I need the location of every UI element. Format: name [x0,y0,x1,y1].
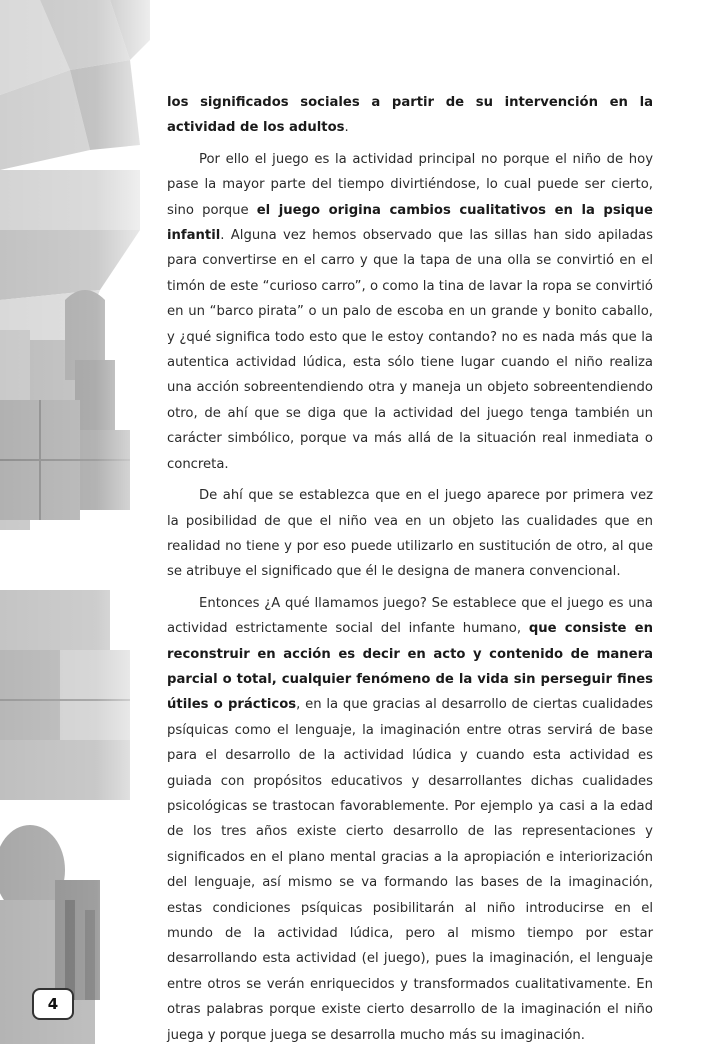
page-number: 4 [32,988,74,1020]
paragraph [167,483,653,585]
paragraph [167,90,653,141]
text-run: , en la que gracias al desarrollo de ciertas cualidades psíquicas como el lenguaje, la imaginación entre otras servirá de base para el desarrollo de la actividad lúdica y cuando esta actividad es guiada con propósitos educativos y desarrollantes dichas cualidades psicológicas se trastocan favorablemente. Por ejemplo ya casi a la edad de los tres años existe cierto desarrollo de las representaciones y significados en el plano mental gracias a la apropiación e interiorización del lenguaje, así mismo se va formando las bases de la imaginación, estas condiciones psíquicas posibilitarán al niño introducirse en el mundo de la actividad lúdica, pero al mismo tiempo por estar desarrollando esta actividad (el juego), pues la imaginación, el lenguaje entre otros se verán enriquecidos y transformados cualitativamente. En otras palabras porque existe cierto desarrollo de la imaginación el niño juega y porque juega se desarrolla mucho más su imaginación. [167,697,653,1043]
text-run: . Alguna vez hemos observado que las sillas han sido apiladas para convertirse en el carro y que la tapa de una olla se convirtió en el timón de este “curioso carro”, o como la tina de lavar la ropa se convirtió en un “barco pirata” o un palo de escoba en un grande y bonito caballo, y ¿qué significa todo esto que le estoy contando? no es nada más que la autentica actividad lúdica, esta sólo tiene lugar cuando el niño realiza una acción sobreentendiendo otra y maneja un objeto sobreentendiendo otro, de ahí que se diga que la actividad del juego tenga también un carácter simbólico, porque va más allá de la situación real inmediata o concreta. [167,228,653,472]
paragraph [167,591,653,1048]
paragraph [167,147,653,477]
text-run: Entonces ¿A qué llamamos juego? Se establece que el juego es una actividad estrictamente social del infante humano, [167,595,653,637]
text-run: . [344,120,349,136]
decorative-blocks-image [0,0,175,1044]
bold-text: los significados sociales a partir de su intervención en la actividad de los adultos [167,95,653,136]
bold-text: el juego origina cambios cualitativos en la psique infantil [167,202,653,244]
text-run: De ahí que se establezca que en el juego aparece por primera vez la posibilidad de que el niño vea en un objeto las cualidades que en realidad no tiene y por eso puede utilizarlo en sustitución de otro, al que se atribuye el significado que él le designa de manera convencional. [167,488,653,580]
bold-text: que consiste en reconstruir en acción es decir en acto y contenido de manera parcial o total, cualquier fenómeno de la vida sin perseguir fines útiles o prácticos [167,621,653,713]
body-text [167,90,653,1048]
text-run: Por ello el juego es la actividad principal no porque el niño de hoy pase la mayor parte del tiempo divirtiéndose, lo cual puede ser cierto, sino porque [167,151,653,218]
